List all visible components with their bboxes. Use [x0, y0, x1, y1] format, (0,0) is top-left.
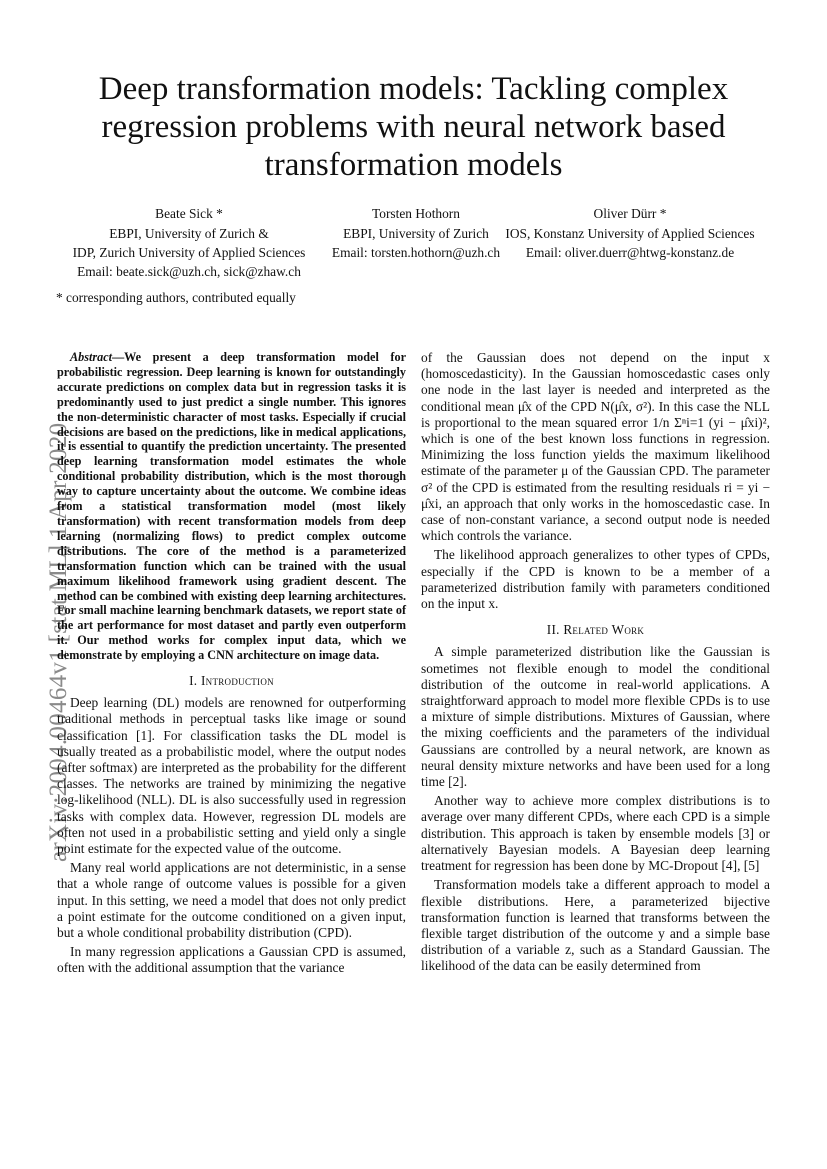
- left-column: [57, 350, 406, 977]
- author-name: Torsten Hothorn: [372, 206, 460, 221]
- paragraph: Another way to achieve more complex distributions is to average over many different CPDs, where each CPD is a simple distribution. This approach is taken by ensemble models [3] or alternatively Bayesian models. A Bayesian deep learning treatment for regression has been done by MC-Dropout [4], [5]: [421, 793, 770, 874]
- author-block-3: [500, 204, 760, 262]
- paragraph: Many real world applications are not deterministic, in a sense that a whole range of outcome values is possible for a given input. In this setting, we need a model that does not only predict a point estimate for the outcome conditioned on a given input, but a whole conditional probability distribution (CPD).: [57, 860, 406, 941]
- paragraph: of the Gaussian does not depend on the input x (homoscedasticity). In the Gaussian homoscedastic cases only one node in the last layer is needed and interpreted as the conditional mean μ̂x of the CPD N(μ̂x, σ²). In this case the NLL is proportional to the mean squared error 1/n Σⁿi=1 (yi − μ̂xi)², which is one of the best known loss functions in regression. Minimizing the loss function yields the maximum likelihood estimate of the parameter μ of the Gaussian CPD. The parameter σ² of the CPD is estimated from the resulting residuals ri = yi − μ̂xi, an approach that only works in the homoscedastic case. In case of non-constant variance, a second output node is needed which controls the variance.: [421, 350, 770, 544]
- paragraph: A simple parameterized distribution like the Gaussian is sometimes not flexible enough to model the conditional distribution of the outcome in real-world applications. A straightforward approach to model more flexible CPDs is to use a mixture of simple distributions. Mixtures of Gaussian, where the mixing coefficients and the parameters of the individual Gaussians are controlled by a neural network, are known as neural density mixture networks and have been used for a long time [2].: [421, 644, 770, 790]
- author-email: Email: torsten.hothorn@uzh.ch: [331, 245, 501, 260]
- paragraph: Transformation models take a different approach to model a flexible distributions. Here, a parameterized bijective transformation function is learned that transforms between the flexible target distribution of the outcome y and a simple base distribution of a variable z, such as a Standard Gaussian. The likelihood of the data can be easily determined from: [421, 877, 770, 974]
- right-column: [421, 350, 770, 975]
- author-name: Beate Sick *: [155, 206, 223, 221]
- author-block-1: [58, 204, 320, 281]
- author-affiliation: IOS, Konstanz University of Applied Sciences: [505, 226, 755, 241]
- author-email: Email: beate.sick@uzh.ch, sick@zhaw.ch: [77, 264, 301, 279]
- arxiv-identifier: arXiv:2004.00464v1 [stat.ML] 1 Apr 2020: [45, 422, 72, 862]
- paper-title: Deep transformation models: Tackling complex regression problems with neural network based transformation models: [98, 71, 729, 183]
- author-affiliation: IDP, Zurich University of Applied Sciences: [72, 245, 306, 260]
- abstract-text: —We present a deep transformation model for probabilistic regression. Deep learning is known for outstandingly accurate predictions on complex data but in regression tasks it is predominantly used to just predict a single number. This ignores the non-deterministic character of most tasks. Especially if crucial decisions are based on the predictions, like in medical applications, it is essential to quantify the prediction uncertainty. The presented deep learning transformation model estimates the whole conditional probability distribution, which is the most thorough way to capture uncertainty about the outcome. We combine ideas from a statistical transformation model (most likely transformation) with recent transformation models from deep learning (normalizing flows) to predict complex outcome distributions. The core of the method is a parameterized transformation function which can be trained with the usual maximum likelihood framework using gradient descent. The method can be combined with existing deep learning architectures. For small machine learning benchmark datasets, we report state of the art performance for most dataset and partly even outperform it. Our method works for complex input data, which we demonstrate by employing a CNN architecture on image data.: [57, 350, 406, 663]
- author-affiliation: EBPI, University of Zurich: [343, 226, 489, 241]
- abstract-label: Abstract: [70, 350, 112, 364]
- paragraph: The likelihood approach generalizes to other types of CPDs, especially if the CPD is known to be a member of a parameterized distribution family with parameters conditioned on the input x.: [421, 547, 770, 612]
- author-block-2: [326, 204, 506, 262]
- author-email: Email: oliver.duerr@htwg-konstanz.de: [525, 245, 735, 260]
- corresponding-footnote: * corresponding authors, contributed equally: [56, 290, 296, 305]
- section-heading-related-work: II. Related Work: [546, 622, 645, 638]
- section-heading-introduction: I. Introduction: [189, 673, 274, 689]
- paragraph: In many regression applications a Gaussian CPD is assumed, often with the additional assumption that the variance: [57, 944, 406, 976]
- paragraph: Deep learning (DL) models are renowned for outperforming traditional methods in perceptual tasks like image or sound classification [1]. For classification tasks the DL model is usually treated as a probabilistic model, where the output nodes (after softmax) are interpreted as the probability for the different classes. The networks are trained by minimizing the negative log-likelihood (NLL). DL is also successfully used in regression tasks with complex data. However, regression DL models are often not used in a probabilistic setting and yield only a single point estimate for the expected value of the outcome.: [57, 695, 406, 857]
- author-name: Oliver Dürr *: [593, 206, 667, 221]
- author-affiliation: EBPI, University of Zurich &: [109, 226, 269, 241]
- abstract: [57, 350, 406, 663]
